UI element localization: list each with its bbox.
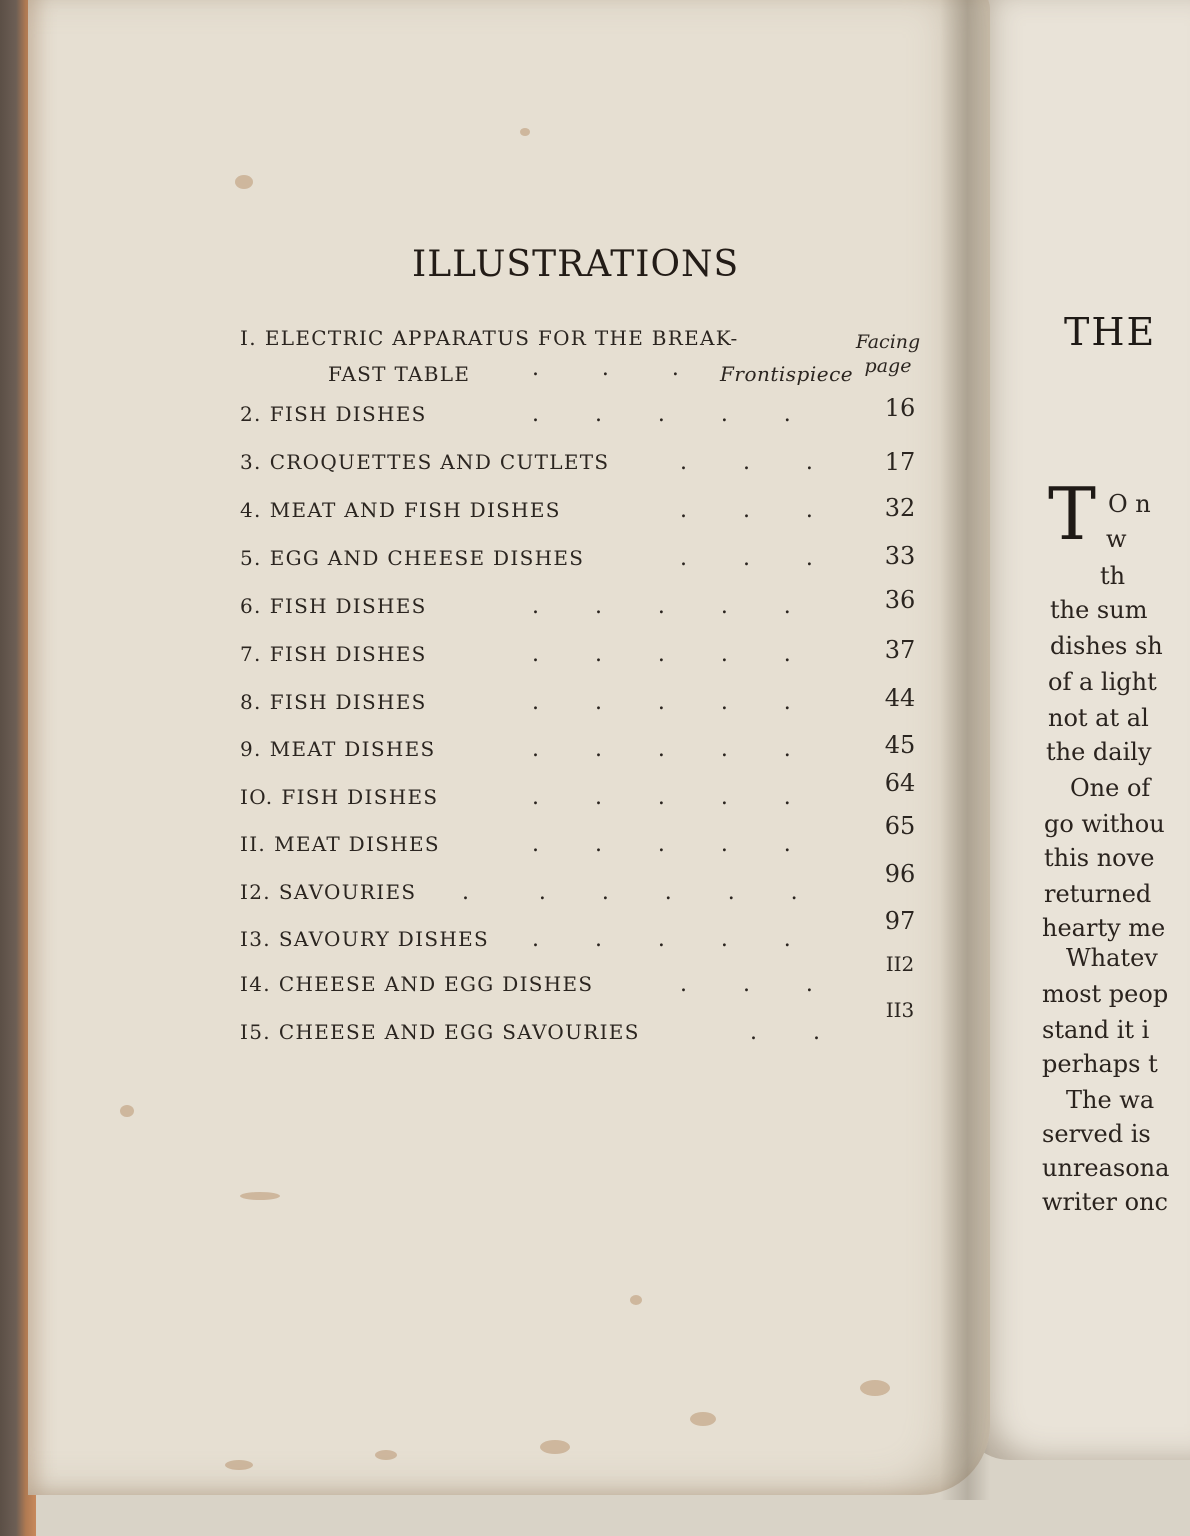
foxing-stain	[540, 1440, 570, 1454]
page-title: ILLUSTRATIONS	[412, 244, 740, 285]
list-item: I4. CHEESE AND EGG DISHES . . . II2	[240, 972, 850, 1012]
item-page: II3	[885, 998, 915, 1022]
text-line: the daily	[1046, 738, 1152, 766]
item-number: II.	[240, 832, 267, 856]
text-line: hearty me	[1042, 914, 1166, 942]
facing-page-heading: Facing page	[855, 331, 921, 377]
foxing-stain	[860, 1380, 890, 1396]
item-number: I2.	[240, 880, 271, 904]
item-page: 44	[884, 684, 916, 712]
text-line: w	[1106, 525, 1127, 553]
foxing-stain	[240, 1192, 280, 1200]
list-item: II. MEAT DISHES . . . . . 65	[240, 832, 850, 872]
text-line: of a light	[1048, 668, 1157, 696]
list-item: 4. MEAT AND FISH DISHES . . . 32	[240, 498, 850, 538]
text-line: the sum	[1050, 596, 1148, 624]
drop-cap: T	[1048, 472, 1097, 556]
list-item: 7. FISH DISHES . . . . . 37	[240, 642, 850, 682]
item-page: II2	[885, 952, 915, 976]
item-page: 96	[884, 860, 916, 888]
item-title: SAVOURY DISHES	[278, 927, 489, 951]
item-title: CHEESE AND EGG DISHES	[278, 972, 594, 996]
text-line: O n	[1108, 490, 1151, 518]
item-title: EGG AND CHEESE DISHES	[269, 546, 585, 570]
list-item: 6. FISH DISHES . . . . . 36	[240, 594, 850, 634]
item-page: 65	[884, 812, 916, 840]
text-line: perhaps t	[1042, 1050, 1158, 1078]
list-item-dots: . . .	[532, 356, 679, 381]
text-line: writer onc	[1042, 1188, 1168, 1216]
text-line: dishes sh	[1050, 632, 1163, 660]
item-title: FISH DISHES	[269, 642, 427, 666]
text-line: One of	[1070, 774, 1151, 802]
item-title: FISH DISHES	[269, 594, 427, 618]
item-page: 16	[884, 394, 916, 422]
foxing-stain	[690, 1412, 716, 1426]
item-title: CHEESE AND EGG SAVOURIES	[278, 1020, 640, 1044]
text-line: th	[1100, 562, 1126, 590]
foxing-stain	[235, 175, 253, 189]
list-item: IO. FISH DISHES . . . . . 64	[240, 785, 850, 825]
item-title: FISH DISHES	[281, 785, 439, 809]
item-number: IO.	[240, 785, 274, 809]
item-page: 45	[884, 731, 916, 759]
text-line: unreasona	[1042, 1154, 1170, 1182]
list-item: 3. CROQUETTES AND CUTLETS . . . 17	[240, 450, 850, 490]
foxing-stain	[120, 1105, 134, 1117]
item-title-continued: FAST TABLE	[328, 362, 471, 386]
list-item: 8. FISH DISHES . . . . . 44	[240, 690, 850, 730]
item-title: FISH DISHES	[269, 690, 427, 714]
item-number: 9.	[240, 737, 262, 761]
item-number: 7.	[240, 642, 262, 666]
item-page: 17	[884, 448, 916, 476]
item-page: 33	[884, 542, 916, 570]
item-number: 5.	[240, 546, 262, 570]
list-item: I2. SAVOURIES . . . . . . 96	[240, 880, 850, 920]
text-line: go withou	[1044, 810, 1165, 838]
item-note: Frontispiece	[720, 362, 854, 386]
item-number: 8.	[240, 690, 262, 714]
text-line: stand it i	[1042, 1016, 1150, 1044]
list-item: 5. EGG AND CHEESE DISHES . . . 33	[240, 546, 850, 586]
item-number: 2.	[240, 402, 262, 426]
item-number: I5.	[240, 1020, 271, 1044]
text-line: served is	[1042, 1120, 1151, 1148]
text-line: this nove	[1044, 844, 1155, 872]
foxing-stain	[630, 1295, 642, 1305]
list-item: 2. FISH DISHES . . . . . 16	[240, 402, 850, 442]
item-number: I3.	[240, 927, 271, 951]
item-number: 4.	[240, 498, 262, 522]
text-line: most peop	[1042, 980, 1169, 1008]
text-line: not at al	[1048, 704, 1149, 732]
item-number: 3.	[240, 450, 262, 474]
item-title: ELECTRIC APPARATUS FOR THE BREAK-	[264, 326, 739, 350]
item-page: 97	[884, 907, 916, 935]
item-title: MEAT DISHES	[269, 737, 436, 761]
list-item: I5. CHEESE AND EGG SAVOURIES . . II3	[240, 1020, 850, 1060]
item-title: SAVOURIES	[278, 880, 417, 904]
page-gutter	[940, 0, 990, 1500]
chapter-heading: THE	[1064, 310, 1157, 354]
item-page: 36	[884, 586, 916, 614]
item-title: FISH DISHES	[269, 402, 427, 426]
item-title: MEAT DISHES	[274, 832, 440, 856]
list-item: 9. MEAT DISHES . . . . . 45	[240, 737, 850, 777]
item-number: I4.	[240, 972, 271, 996]
item-page: 32	[884, 494, 916, 522]
list-item: I3. SAVOURY DISHES . . . . . 97	[240, 927, 850, 967]
foxing-stain	[375, 1450, 397, 1460]
text-line: Whatev	[1066, 944, 1158, 972]
text-line: The wa	[1066, 1086, 1155, 1114]
item-page: 64	[884, 769, 916, 797]
text-line: returned	[1044, 880, 1152, 908]
item-title: CROQUETTES AND CUTLETS	[269, 450, 610, 474]
item-page: 37	[884, 636, 916, 664]
item-number: 6.	[240, 594, 262, 618]
item-number: I.	[240, 326, 257, 350]
foxing-stain	[520, 128, 530, 136]
item-title: MEAT AND FISH DISHES	[269, 498, 561, 522]
foxing-stain	[225, 1460, 253, 1470]
